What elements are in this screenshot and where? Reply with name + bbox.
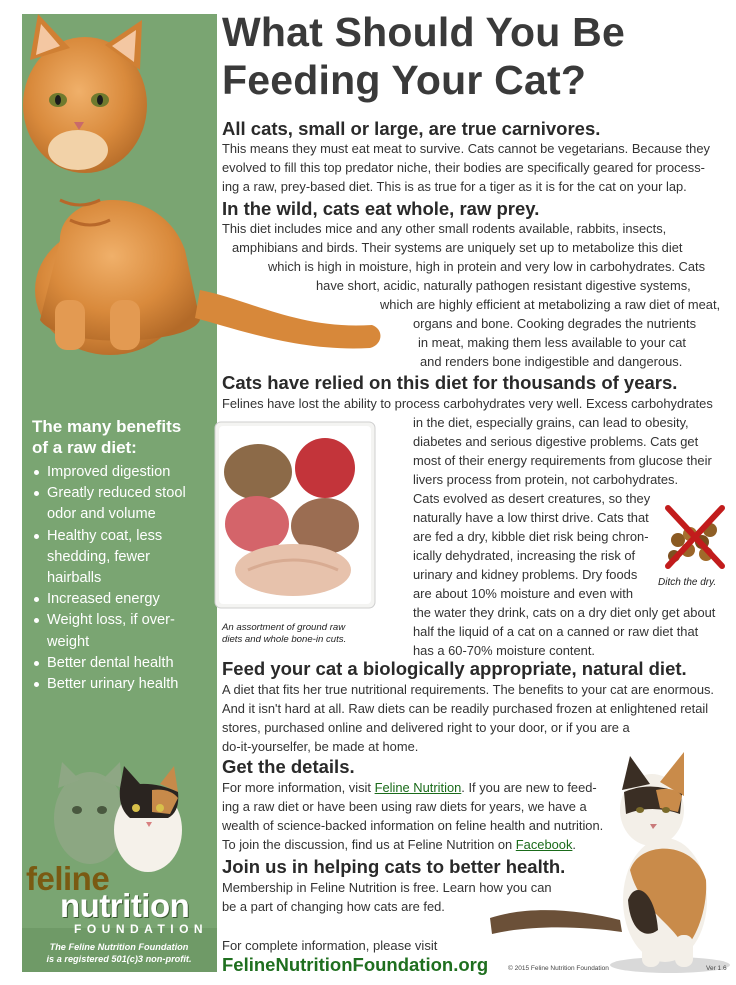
thousands-years-line: are fed a dry, kibble diet risk being chron- <box>413 529 649 544</box>
thousands-years-line: are about 10% moisture and even with <box>413 586 633 601</box>
benefits-panel <box>32 416 217 695</box>
section-heading-carnivores: All cats, small or large, are true carnivores. <box>222 118 601 139</box>
section-heading-wild-prey: In the wild, cats eat whole, raw prey. <box>222 198 540 219</box>
benefit-text: shedding, fewer <box>47 548 151 565</box>
benefits-heading-line: of a raw diet: <box>32 438 137 457</box>
logo-word-nutrition: nutrition <box>60 887 190 924</box>
join-us-line: be a part of changing how cats are fed. <box>222 899 445 914</box>
thousands-years-line: naturally have a low thirst drive. Cats that <box>413 510 649 525</box>
thousands-years-line: livers process from protein, not carbohydrates. <box>413 472 679 487</box>
nonprofit-line: The Feline Nutrition Foundation <box>49 942 189 952</box>
thousands-years-line: Cats evolved as desert creatures, so they <box>413 491 651 506</box>
benefit-item <box>32 483 217 504</box>
nonprofit-line: is a registered 501(c)3 non-profit. <box>46 953 192 964</box>
details-text: For more information, visit <box>222 780 375 795</box>
benefit-text: weight <box>47 633 90 650</box>
benefits-heading-line: The many benefits <box>32 417 182 436</box>
bullet-icon <box>34 534 39 539</box>
benefit-item <box>32 653 217 674</box>
details-line: ing a raw diet or have been using raw diets for years, we have a <box>222 799 587 814</box>
wild-prey-line: organs and bone. Cooking degrades the nutrients <box>413 316 697 331</box>
footer-lead-text: For complete information, please visit <box>222 938 438 953</box>
bullet-icon <box>34 597 39 602</box>
benefit-text: Increased energy <box>47 591 160 608</box>
copyright-text: © 2015 Feline Nutrition Foundation <box>508 965 609 972</box>
section-heading-get-details: Get the details. <box>222 756 355 777</box>
natural-diet-line: stores, purchased online and delivered right to your door, or if you are a <box>222 720 630 735</box>
details-text: To join the discussion, find us at Feline Nutrition on <box>222 837 516 852</box>
benefit-item <box>32 610 217 631</box>
thousands-years-line: Felines have lost the ability to process carbohydrates very well. Excess carbohydrates <box>222 396 713 411</box>
thousands-years-line: diabetes and serious digestive problems. Cats get <box>413 434 699 449</box>
calico-cat-photo <box>470 740 736 980</box>
thousands-years-line: has a 60-70% moisture content. <box>413 643 596 658</box>
facebook-link[interactable]: Facebook <box>515 837 573 852</box>
thousands-years-line: half the liquid of a cat on a canned or raw diet that <box>413 624 699 639</box>
page-title <box>222 8 732 104</box>
bullet-icon <box>34 470 39 475</box>
version-text: Ver 1.6 <box>706 965 727 972</box>
dry-kibble-crossed-icon <box>658 500 730 572</box>
benefit-item-continued <box>32 547 217 568</box>
benefit-item <box>32 589 217 610</box>
wild-prey-line: and renders bone indigestible and dangerous. <box>420 354 683 369</box>
title-line-2: Feeding Your Cat? <box>222 57 587 103</box>
natural-diet-line: And it isn't hard at all. Raw diets can be readily purchased frozen at enlightened retail <box>222 701 709 716</box>
benefit-item <box>32 526 217 547</box>
logo-word-foundation: FOUNDATION <box>74 922 209 936</box>
section-heading-natural-diet: Feed your cat a biologically appropriate, natural diet. <box>222 658 687 679</box>
wild-prey-line: which are highly efficient at metabolizing a raw diet of meat, <box>380 297 721 312</box>
natural-diet-line: A diet that fits her true nutritional requirements. The benefits to your cat are enormous. <box>222 682 715 697</box>
natural-diet-line: do-it-yourselfer, be made at home. <box>222 739 419 754</box>
bullet-icon <box>34 661 39 666</box>
wild-prey-line: have short, acidic, naturally pathogen resistant digestive systems, <box>316 278 691 293</box>
benefit-text: Better dental health <box>47 654 174 671</box>
details-text: . <box>572 837 576 852</box>
thousands-years-line: ically dehydrated, increasing the risk of <box>413 548 636 563</box>
logo-word-feline: feline <box>26 860 110 897</box>
benefit-text: hairballs <box>47 570 102 587</box>
title-line-1: What Should You Be <box>222 9 625 55</box>
wild-prey-line: amphibians and birds. Their systems are uniquely set up to metabolize this diet <box>232 240 683 255</box>
benefit-item <box>32 462 217 483</box>
dry-caption: Ditch the dry. <box>658 577 717 588</box>
logo-cats-illustration <box>40 748 190 878</box>
section-heading-thousands-years: Cats have relied on this diet for thousands of years. <box>222 372 678 393</box>
website-link[interactable]: FelineNutritionFoundation.org <box>222 954 489 975</box>
food-caption-line: diets and whole bone-in cuts. <box>222 634 347 645</box>
feline-nutrition-link[interactable]: Feline Nutrition <box>374 780 462 795</box>
details-text: . If you are new to feed- <box>461 780 597 795</box>
bullet-icon <box>34 618 39 623</box>
benefit-text: Weight loss, if over- <box>47 612 175 629</box>
nonprofit-notice <box>34 942 204 965</box>
benefit-item <box>32 674 217 695</box>
wild-prey-line: in meat, making them less available to your cat <box>418 335 686 350</box>
benefit-item-continued <box>32 632 217 653</box>
thousands-years-line: most of their energy requirements from glucose their <box>413 453 712 468</box>
food-photo-caption <box>222 622 346 646</box>
benefit-item-continued <box>32 568 217 589</box>
section-heading-join-us: Join us in helping cats to better health. <box>222 856 566 877</box>
benefit-item-continued <box>32 504 217 525</box>
carnivores-line: This means they must eat meat to survive. Cats cannot be vegetarians. Because they <box>222 141 710 156</box>
benefit-text: Better urinary health <box>47 676 179 693</box>
bullet-icon <box>34 682 39 687</box>
carnivores-line: ing a raw, prey-based diet. This is as true for a tiger as it is for the cat on your lap. <box>222 179 687 194</box>
raw-food-plate-photo <box>213 420 379 614</box>
benefit-text: Greatly reduced stool <box>47 485 186 502</box>
carnivores-line: evolved to fill this top predator niche, their bodies are specifically geared for process- <box>222 160 705 175</box>
join-us-line: Membership in Feline Nutrition is free. Learn how you can <box>222 880 552 895</box>
thousands-years-line: urinary and kidney problems. Dry foods <box>413 567 638 582</box>
benefit-text: odor and volume <box>47 506 156 523</box>
wild-prey-line: which is high in moisture, high in protein and very low in carbohydrates. Cats <box>268 259 706 274</box>
benefit-text: Healthy coat, less <box>47 527 163 544</box>
food-caption-line: An assortment of ground raw <box>222 622 346 633</box>
thousands-years-line: in the diet, especially grains, can lead to obesity, <box>413 415 689 430</box>
details-line: wealth of science-backed information on feline health and nutrition. <box>222 818 604 833</box>
benefits-list <box>32 462 217 695</box>
thousands-years-line: the water they drink, cats on a dry diet only get about <box>413 605 716 620</box>
bullet-icon <box>34 491 39 496</box>
benefit-text: Improved digestion <box>47 464 171 480</box>
wild-prey-line: This diet includes mice and any other small rodents available, rabbits, insects, <box>222 221 667 236</box>
